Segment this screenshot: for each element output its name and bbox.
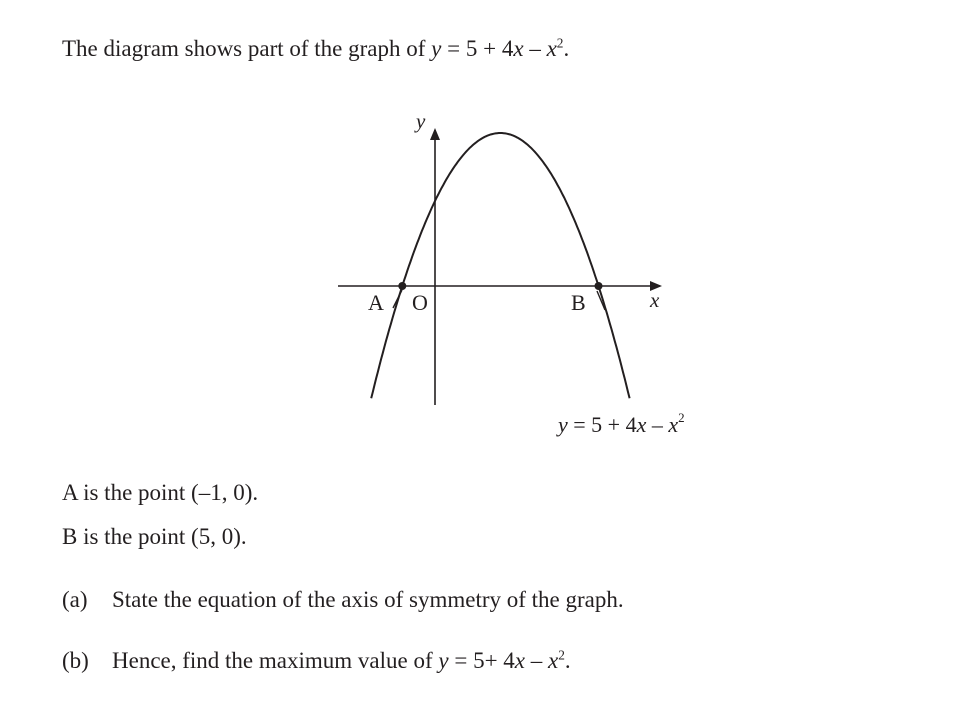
curve-equation-label [556,410,685,437]
question-a [62,587,624,613]
point-a-dot [398,282,406,290]
question-b-eq-end: . [564,648,571,673]
intro-eq-x2: x [546,36,557,61]
parabola-curve [371,133,629,398]
point-a-statement: A is the point (–1, 0). [62,480,259,505]
question-b [62,648,571,674]
intro-eq-body: = 5 + 4 [441,36,514,61]
curve-eq-exp: 2 [678,410,685,425]
point-a-label: A [368,290,384,315]
a-leader-line [393,290,402,308]
intro-eq-end: . [563,36,570,61]
question-b-eq-y: y [438,648,449,673]
intro-eq-y: y [431,36,442,61]
question-b-eq-x: x [514,648,526,673]
question-a-text: State the equation of the axis of symmetry of the graph. [112,587,624,612]
origin-label: O [412,290,428,315]
y-axis-label: y [416,109,426,133]
point-b-statement: B is the point (5, 0). [62,524,247,549]
question-b-eq-body: = 5+ 4 [448,648,515,673]
question-b-eq-exp: 2 [558,647,565,663]
curve-eq-y: y [558,412,568,437]
intro-sentence: The diagram shows part of the graph of [62,36,426,61]
curve-eq-x2: x [668,412,679,437]
question-b-eq-minus: – [525,648,549,673]
question-b-eq-x2: x [548,648,559,673]
x-axis-label: x [650,288,660,312]
curve-eq-body: = 5 + 4 [567,412,637,437]
question-a-label: (a) [62,587,88,612]
intro-eq-minus: – [523,36,547,61]
intro-eq-exp: 2 [556,35,564,51]
point-b-dot [595,282,603,290]
curve-eq-minus: – [646,412,669,437]
question-b-label: (b) [62,648,89,673]
point-b-label: B [571,290,586,315]
curve-eq-x: x [636,412,647,437]
question-b-text: Hence, find the maximum value of [112,648,433,673]
intro-eq-x: x [513,36,524,61]
